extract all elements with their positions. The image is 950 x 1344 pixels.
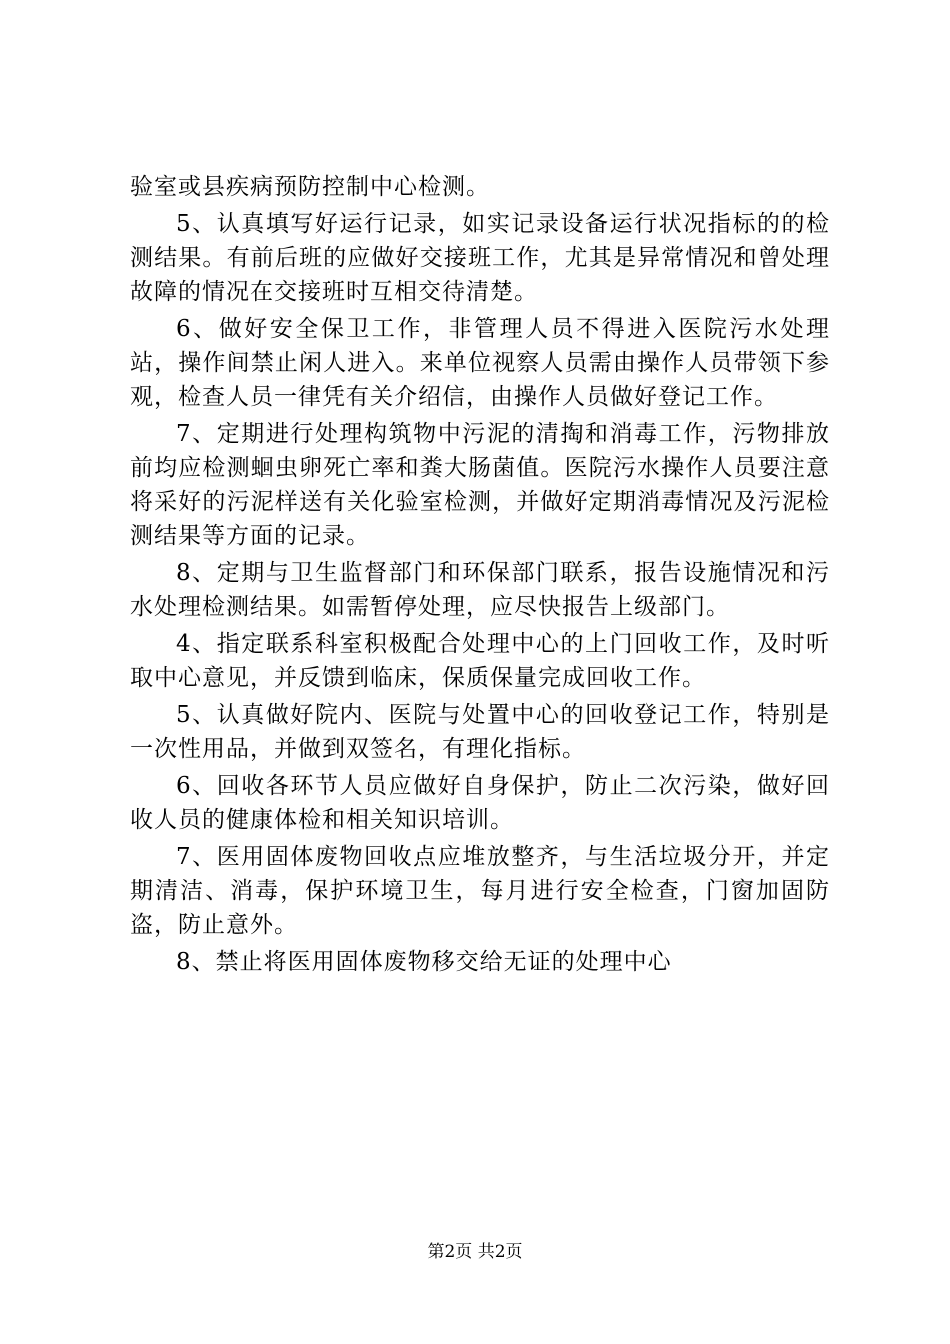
paragraph-item-6-protection: 6、回收各环节人员应做好自身保护，防止二次污染，做好回收人员的健康体检和相关知识培训。 [130, 773, 830, 833]
paragraph-continuation: 验室或县疾病预防控制中心检测。 [130, 174, 490, 200]
paragraph-item-5-registration: 5、认真做好院内、医院与处置中心的回收登记工作，特别是一次性用品，并做到双签名，有理化指标。 [130, 702, 830, 762]
paragraph-item-5-records: 5、认真填写好运行记录，如实记录设备运行状况指标的的检测结果。有前后班的应做好交接班工作，尤其是异常情况和曾处理故障的情况在交接班时互相交待清楚。 [130, 211, 830, 305]
paragraph-item-8-contact: 8、定期与卫生监督部门和环保部门联系，报告设施情况和污水处理检测结果。如需暂停处理，应尽快报告上级部门。 [130, 560, 830, 620]
page-footer [0, 1240, 950, 1264]
document-body [130, 170, 830, 982]
paragraph-item-7-sludge: 7、定期进行处理构筑物中污泥的清掏和消毒工作，污物排放前均应检测蛔虫卵死亡率和粪大肠菌值。医院污水操作人员要注意将采好的污泥样送有关化验室检测，并做好定期消毒情况及污泥检测结果等方面的记录。 [130, 421, 830, 549]
page-number-label: 第2页 共2页 [427, 1242, 523, 1262]
paragraph-item-7-collection-point: 7、医用固体废物回收点应堆放整齐，与生活垃圾分开，并定期清洁、消毒，保护环境卫生，每月进行安全检查，门窗加固防盗，防止意外。 [130, 844, 830, 938]
paragraph-item-6-security: 6、做好安全保卫工作，非管理人员不得进入医院污水处理站，操作间禁止闲人进入。来单位视察人员需由操作人员带领下参观，检查人员一律凭有关介绍信，由操作人员做好登记工作。 [130, 316, 830, 410]
paragraph-item-4-department: 4、指定联系科室积极配合处理中心的上门回收工作，及时听取中心意见，并反馈到临床，保质保量完成回收工作。 [130, 631, 830, 691]
paragraph-item-8-prohibition: 8、禁止将医用固体废物移交给无证的处理中心 [176, 949, 672, 975]
